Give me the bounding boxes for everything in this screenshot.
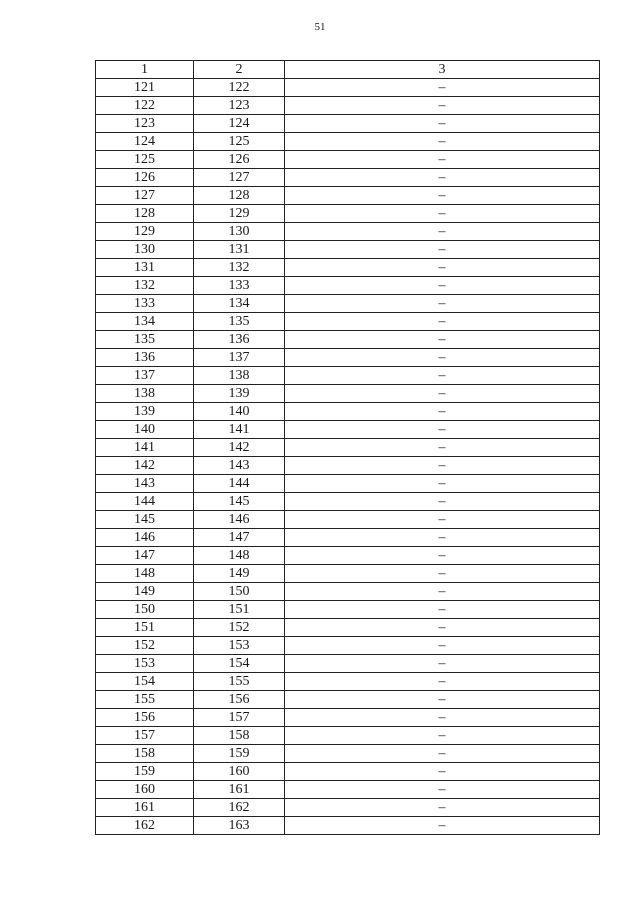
table-row [96, 421, 600, 439]
table-cell-col3: – [285, 655, 600, 673]
table-cell-col2: 151 [194, 601, 285, 619]
table-cell-col1: 144 [96, 493, 194, 511]
table-row [96, 385, 600, 403]
table-cell-col1: 142 [96, 457, 194, 475]
table-cell-col3: – [285, 673, 600, 691]
data-table [95, 60, 600, 835]
table-cell-col3: – [285, 259, 600, 277]
table-cell-col1: 125 [96, 151, 194, 169]
header-row [96, 61, 600, 79]
table-row [96, 709, 600, 727]
table-cell-col3: – [285, 331, 600, 349]
table-cell-col1: 162 [96, 817, 194, 835]
table-cell-col2: 149 [194, 565, 285, 583]
table-cell-col1: 132 [96, 277, 194, 295]
table-cell-col2: 136 [194, 331, 285, 349]
table-row [96, 799, 600, 817]
table-cell-col1: 150 [96, 601, 194, 619]
table-cell-col1: 159 [96, 763, 194, 781]
table-row [96, 601, 600, 619]
table-row [96, 349, 600, 367]
table-cell-col1: 158 [96, 745, 194, 763]
table-cell-col3: – [285, 457, 600, 475]
table-cell-col3: – [285, 619, 600, 637]
table-cell-col3: – [285, 781, 600, 799]
table-cell-col1: 149 [96, 583, 194, 601]
table-row [96, 727, 600, 745]
table-cell-col2: 126 [194, 151, 285, 169]
table-cell-col3: – [285, 277, 600, 295]
table-cell-col3: – [285, 79, 600, 97]
table-cell-col1: 131 [96, 259, 194, 277]
table-cell-col3: – [285, 133, 600, 151]
table-row [96, 133, 600, 151]
table-row [96, 817, 600, 835]
table-row [96, 781, 600, 799]
table-cell-col2: 162 [194, 799, 285, 817]
table-cell-col2: 140 [194, 403, 285, 421]
table-cell-col3: – [285, 799, 600, 817]
table-cell-col2: 138 [194, 367, 285, 385]
table-row [96, 655, 600, 673]
table-cell-col3: – [285, 763, 600, 781]
table-row [96, 151, 600, 169]
table-cell-col3: – [285, 583, 600, 601]
table-cell-col3: – [285, 817, 600, 835]
table-cell-col2: 122 [194, 79, 285, 97]
table-cell-col1: 147 [96, 547, 194, 565]
table-row [96, 259, 600, 277]
table-cell-col3: – [285, 205, 600, 223]
table-cell-col2: 145 [194, 493, 285, 511]
table-cell-col1: 160 [96, 781, 194, 799]
table-row [96, 169, 600, 187]
table-cell-col2: 132 [194, 259, 285, 277]
table-cell-col1: 133 [96, 295, 194, 313]
table-row [96, 637, 600, 655]
table-cell-col3: – [285, 223, 600, 241]
table-cell-col2: 159 [194, 745, 285, 763]
table-row [96, 205, 600, 223]
table-row [96, 763, 600, 781]
table-row [96, 115, 600, 133]
table-cell-col3: – [285, 565, 600, 583]
table-cell-col1: 140 [96, 421, 194, 439]
table-cell-col3: – [285, 403, 600, 421]
table-cell-col3: – [285, 493, 600, 511]
table-cell-col2: 163 [194, 817, 285, 835]
table-cell-col2: 124 [194, 115, 285, 133]
table-cell-col1: 127 [96, 187, 194, 205]
table-cell-col2: 148 [194, 547, 285, 565]
table-cell-col1: 156 [96, 709, 194, 727]
table-row [96, 583, 600, 601]
table-row [96, 475, 600, 493]
table-row [96, 403, 600, 421]
table-row [96, 241, 600, 259]
table-cell-col1: 143 [96, 475, 194, 493]
table-cell-col3: – [285, 385, 600, 403]
table-cell-col1: 137 [96, 367, 194, 385]
table-row [96, 367, 600, 385]
table-cell-col1: 123 [96, 115, 194, 133]
table-cell-col2: 137 [194, 349, 285, 367]
table-cell-col1: 134 [96, 313, 194, 331]
table-cell-col3: – [285, 421, 600, 439]
table-cell-col1: 126 [96, 169, 194, 187]
table-cell-col3: – [285, 529, 600, 547]
table-row [96, 97, 600, 115]
table-cell-col1: 122 [96, 97, 194, 115]
table-cell-col2: 141 [194, 421, 285, 439]
table-row [96, 313, 600, 331]
table-cell-col3: – [285, 241, 600, 259]
table-row [96, 493, 600, 511]
table-cell-col2: 157 [194, 709, 285, 727]
table-cell-col3: – [285, 709, 600, 727]
table-row [96, 673, 600, 691]
table-cell-col2: 144 [194, 475, 285, 493]
table-cell-col2: 142 [194, 439, 285, 457]
table-cell-col2: 153 [194, 637, 285, 655]
table-cell-col2: 130 [194, 223, 285, 241]
table-cell-col1: 154 [96, 673, 194, 691]
table-body [96, 79, 600, 835]
table-row [96, 277, 600, 295]
table-cell-col2: 128 [194, 187, 285, 205]
table-cell-col1: 146 [96, 529, 194, 547]
table-cell-col2: 150 [194, 583, 285, 601]
table-cell-col2: 156 [194, 691, 285, 709]
table-row [96, 439, 600, 457]
table-row [96, 619, 600, 637]
table-cell-col1: 141 [96, 439, 194, 457]
table-cell-col1: 157 [96, 727, 194, 745]
table-cell-col1: 153 [96, 655, 194, 673]
table-row [96, 457, 600, 475]
table-cell-col2: 154 [194, 655, 285, 673]
table-cell-col2: 127 [194, 169, 285, 187]
table-cell-col1: 151 [96, 619, 194, 637]
table-cell-col3: – [285, 295, 600, 313]
table-cell-col2: 134 [194, 295, 285, 313]
table-cell-col2: 143 [194, 457, 285, 475]
table-cell-col1: 135 [96, 331, 194, 349]
column-header-1: 1 [96, 61, 194, 79]
table-cell-col2: 125 [194, 133, 285, 151]
column-header-2: 2 [194, 61, 285, 79]
table-cell-col2: 155 [194, 673, 285, 691]
table-cell-col2: 123 [194, 97, 285, 115]
table-cell-col1: 124 [96, 133, 194, 151]
column-header-3: 3 [285, 61, 600, 79]
table-cell-col3: – [285, 475, 600, 493]
table-row [96, 331, 600, 349]
table-cell-col1: 155 [96, 691, 194, 709]
table-cell-col1: 145 [96, 511, 194, 529]
table-row [96, 529, 600, 547]
table-cell-col2: 129 [194, 205, 285, 223]
table-cell-col2: 131 [194, 241, 285, 259]
table-cell-col1: 139 [96, 403, 194, 421]
page-number: 51 [314, 21, 326, 33]
table-row [96, 295, 600, 313]
table-cell-col1: 148 [96, 565, 194, 583]
table-cell-col2: 152 [194, 619, 285, 637]
table-cell-col2: 161 [194, 781, 285, 799]
table-cell-col3: – [285, 439, 600, 457]
table-cell-col3: – [285, 727, 600, 745]
table-cell-col1: 130 [96, 241, 194, 259]
table-cell-col3: – [285, 187, 600, 205]
table-cell-col3: – [285, 511, 600, 529]
table-row [96, 511, 600, 529]
table-cell-col1: 152 [96, 637, 194, 655]
table-cell-col1: 138 [96, 385, 194, 403]
table-cell-col3: – [285, 547, 600, 565]
table-cell-col3: – [285, 745, 600, 763]
table-cell-col2: 139 [194, 385, 285, 403]
table-cell-col2: 133 [194, 277, 285, 295]
table-cell-col3: – [285, 601, 600, 619]
table-cell-col2: 135 [194, 313, 285, 331]
table-cell-col3: – [285, 115, 600, 133]
table-cell-col3: – [285, 169, 600, 187]
table-cell-col3: – [285, 151, 600, 169]
table-cell-col3: – [285, 637, 600, 655]
table-cell-col1: 129 [96, 223, 194, 241]
table-cell-col2: 160 [194, 763, 285, 781]
table-cell-col3: – [285, 97, 600, 115]
table-cell-col1: 121 [96, 79, 194, 97]
table-row [96, 745, 600, 763]
table-cell-col2: 146 [194, 511, 285, 529]
table-row [96, 565, 600, 583]
table-cell-col1: 128 [96, 205, 194, 223]
table-row [96, 79, 600, 97]
table-header [96, 61, 600, 79]
table-row [96, 223, 600, 241]
table-cell-col3: – [285, 349, 600, 367]
table-row [96, 547, 600, 565]
table-row [96, 187, 600, 205]
table-cell-col2: 147 [194, 529, 285, 547]
table-row [96, 691, 600, 709]
table-cell-col3: – [285, 691, 600, 709]
table-cell-col3: – [285, 367, 600, 385]
table-cell-col1: 161 [96, 799, 194, 817]
table-cell-col2: 158 [194, 727, 285, 745]
table-cell-col3: – [285, 313, 600, 331]
table-cell-col1: 136 [96, 349, 194, 367]
